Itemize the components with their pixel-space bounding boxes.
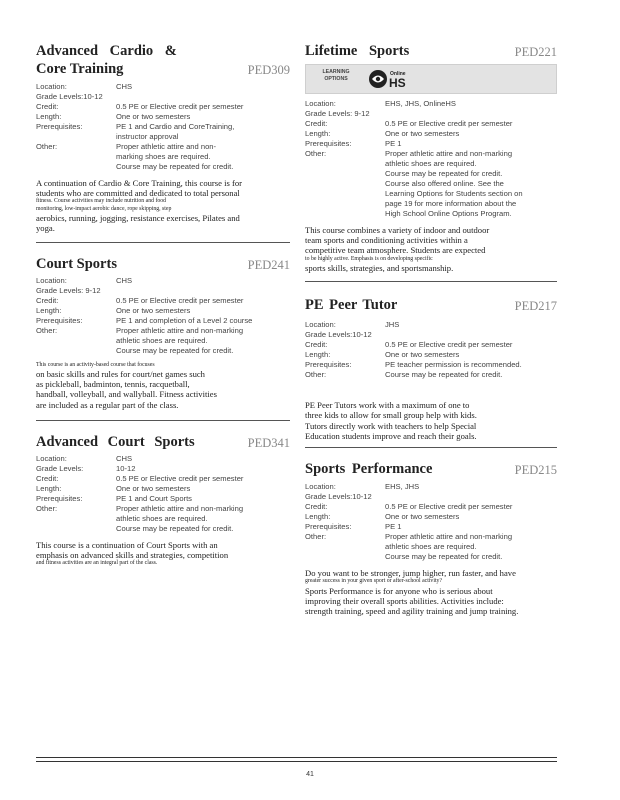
detail-value xyxy=(385,522,557,532)
right-column xyxy=(305,42,557,624)
detail-row xyxy=(36,122,290,142)
detail-value-line: Learning Options for Students section on xyxy=(385,189,523,198)
detail-value-line: Course may be repeated for credit. xyxy=(385,169,503,178)
detail-label: Prerequisites: xyxy=(36,493,83,503)
description-line: greater success in your given sport or after-school activity? xyxy=(305,578,443,585)
detail-label: Grade Levels: 9-12 xyxy=(305,109,370,118)
detail-label: Location: xyxy=(305,320,336,330)
detail-value-line: PE 1 xyxy=(385,139,402,148)
detail-row xyxy=(305,502,557,512)
detail-value xyxy=(116,142,290,172)
detail-value xyxy=(385,340,557,350)
detail-value xyxy=(116,494,290,504)
course-details xyxy=(305,99,557,219)
detail-value-line: PE 1 and Cardio and CoreTraining, xyxy=(116,122,235,131)
detail-value-line: PE 1 and Court Sports xyxy=(116,493,192,503)
course-section xyxy=(305,296,557,448)
detail-label: Credit: xyxy=(305,119,328,128)
detail-row xyxy=(36,296,290,306)
course-description xyxy=(305,225,557,273)
description-line: emphasis on advanced skills and strategies, competition xyxy=(36,550,229,561)
detail-value-line: athletic shoes are required. xyxy=(385,542,477,552)
detail-row xyxy=(305,119,557,129)
detail-row xyxy=(36,316,290,326)
detail-value xyxy=(385,492,557,502)
detail-label: Credit: xyxy=(36,102,59,111)
description-line: on basic skills and rules for court/net games such xyxy=(36,369,205,380)
detail-row xyxy=(36,102,290,112)
detail-value-line: CHS xyxy=(116,275,133,285)
learning-options-label xyxy=(320,69,352,83)
detail-value xyxy=(385,330,557,340)
course-description xyxy=(305,400,557,441)
detail-value-line: athletic shoes are required. xyxy=(116,513,208,523)
detail-label: Other: xyxy=(305,532,327,542)
detail-value xyxy=(385,360,557,370)
detail-row xyxy=(305,492,557,502)
detail-value-line: One or two semesters xyxy=(116,305,191,315)
description-line: to be highly active. Emphasis is on developing specific xyxy=(305,255,433,262)
course-description xyxy=(36,540,290,568)
course-details xyxy=(305,320,557,380)
detail-value-line: marking shoes are required. xyxy=(116,152,211,161)
course-title: Advanced Cardio & xyxy=(36,43,177,59)
detail-value-line: One or two semesters xyxy=(385,350,460,360)
detail-value xyxy=(116,276,290,286)
detail-value xyxy=(116,296,290,306)
detail-row xyxy=(305,330,557,340)
course-code: PED309 xyxy=(247,63,290,77)
course-code: PED215 xyxy=(514,463,557,478)
detail-label: Length: xyxy=(36,112,62,121)
detail-value-line: athletic shoes are required. xyxy=(116,335,208,345)
course-title-row xyxy=(305,296,557,314)
detail-row xyxy=(305,350,557,360)
detail-value-line: Course may be repeated for credit. xyxy=(116,345,234,355)
course-code: PED221 xyxy=(514,45,557,59)
detail-value-line: One or two semesters xyxy=(385,129,460,138)
description-line: This course is an activity-based course that focuses xyxy=(36,361,155,368)
footer-rule-top xyxy=(36,757,557,758)
course-title: Advanced Court Sports xyxy=(36,433,195,450)
description-line: three kids to allow for small group help with kids. xyxy=(305,410,477,421)
detail-label: Other: xyxy=(305,149,327,158)
detail-value-line: One or two semesters xyxy=(385,512,460,522)
detail-value xyxy=(385,320,557,330)
detail-row xyxy=(305,370,557,380)
detail-value-line: Proper athletic attire and non- xyxy=(116,142,217,151)
detail-value xyxy=(116,454,290,464)
detail-value xyxy=(385,149,557,219)
detail-value-line: 0.5 PE or Elective credit per semester xyxy=(385,340,513,350)
course-details xyxy=(36,454,290,534)
course-details xyxy=(305,482,557,562)
detail-label: Grade Levels:10-12 xyxy=(305,492,372,502)
detail-value-line: instructor approval xyxy=(116,132,179,141)
detail-label: Length: xyxy=(36,305,62,315)
learning-options-label-line: LEARNING xyxy=(322,69,350,75)
online-hs-logo xyxy=(368,68,414,95)
detail-label: Prerequisites: xyxy=(36,315,83,325)
course-title-row xyxy=(36,433,290,451)
detail-row xyxy=(305,360,557,370)
detail-value xyxy=(116,102,290,112)
description-line: are included as a regular part of the class. xyxy=(36,399,179,410)
detail-value xyxy=(385,512,557,522)
detail-value-line: PE teacher permission is recommended. xyxy=(385,360,522,370)
detail-label: Other: xyxy=(36,325,58,335)
detail-label: Credit: xyxy=(36,473,59,483)
detail-value xyxy=(116,82,290,92)
course-section xyxy=(36,42,290,243)
detail-row xyxy=(305,139,557,149)
detail-row xyxy=(305,482,557,492)
detail-value-line: PE 1 xyxy=(385,522,402,532)
detail-row xyxy=(36,306,290,316)
description-line: Tutors directly work with teachers to help Special xyxy=(305,420,477,431)
detail-value-line: Course also offered online. See the xyxy=(385,179,504,188)
detail-row xyxy=(36,484,290,494)
description-line: A continuation of Cardio & Core Training, this course is for xyxy=(36,178,242,188)
detail-value xyxy=(116,504,290,534)
detail-row xyxy=(305,340,557,350)
description-line: PE Peer Tutors work with a maximum of one to xyxy=(305,400,470,411)
detail-value-line: Proper athletic attire and non-marking xyxy=(385,149,513,158)
detail-row xyxy=(36,474,290,484)
description-line: fitness. Course activities may include nutrition and food xyxy=(36,198,167,205)
detail-value-line: 0.5 PE or Elective credit per semester xyxy=(116,473,244,483)
detail-row xyxy=(305,320,557,330)
detail-label: Prerequisites: xyxy=(305,139,352,148)
detail-value xyxy=(385,370,557,380)
detail-value-line: Course may be repeated for credit. xyxy=(116,523,234,533)
detail-value-line: athletic shoes are required. xyxy=(385,159,477,168)
course-description xyxy=(36,362,290,410)
description-line: students who are committed and dedicated to total personal xyxy=(36,188,240,199)
detail-label: Prerequisites: xyxy=(305,522,352,532)
detail-value-line: PE 1 and completion of a Level 2 course xyxy=(116,315,253,325)
detail-value-line: page 19 for more information about the xyxy=(385,199,517,208)
detail-value xyxy=(385,119,557,129)
course-section xyxy=(36,255,290,421)
detail-row xyxy=(36,92,290,102)
course-title-row xyxy=(305,42,557,60)
detail-row xyxy=(36,286,290,296)
course-code: PED241 xyxy=(247,257,290,272)
detail-row xyxy=(305,109,557,119)
detail-label: Location: xyxy=(36,275,67,285)
detail-value-line: EHS, JHS, OnlineHS xyxy=(385,99,456,108)
detail-value-line: Course may be repeated for credit. xyxy=(385,370,503,380)
course-description xyxy=(305,568,557,616)
detail-value xyxy=(116,122,290,142)
detail-value-line: CHS xyxy=(116,453,133,463)
detail-row xyxy=(36,454,290,464)
detail-value xyxy=(385,109,557,119)
detail-value-line: Course may be repeated for credit. xyxy=(116,162,234,171)
detail-label: Location: xyxy=(36,453,67,463)
course-title: Core Training xyxy=(36,61,124,77)
detail-row xyxy=(305,129,557,139)
detail-label: Length: xyxy=(305,512,331,522)
detail-label: Other: xyxy=(36,142,58,151)
detail-value-line: 0.5 PE or Elective credit per semester xyxy=(116,102,244,111)
detail-row xyxy=(36,112,290,122)
detail-value xyxy=(116,112,290,122)
detail-value xyxy=(385,502,557,512)
detail-value xyxy=(116,286,290,296)
detail-value xyxy=(385,139,557,149)
detail-value xyxy=(385,99,557,109)
detail-row xyxy=(305,532,557,562)
description-line: sports skills, strategies, and sportsmanship. xyxy=(305,263,454,274)
description-line: This course combines a variety of indoor and outdoor xyxy=(305,225,490,235)
detail-row xyxy=(305,522,557,532)
detail-value-line: Proper athletic attire and non-marking xyxy=(116,503,244,513)
detail-value xyxy=(385,482,557,492)
detail-value-line: Proper athletic attire and non-marking xyxy=(116,325,244,335)
detail-value-line: 0.5 PE or Elective credit per semester xyxy=(385,502,513,512)
description-line: Do you want to be stronger, jump higher, run faster, and have xyxy=(305,568,516,579)
detail-label: Grade Levels: 9-12 xyxy=(36,285,101,295)
course-title: Sports Performance xyxy=(305,461,433,478)
detail-label: Length: xyxy=(36,483,62,493)
detail-value-line: EHS, JHS xyxy=(385,482,420,492)
learning-options-banner xyxy=(305,64,557,94)
detail-label: Prerequisites: xyxy=(36,122,83,131)
description-line: as pickleball, badminton, tennis, racquetball, xyxy=(36,379,190,390)
course-code: PED217 xyxy=(514,299,557,314)
detail-value-line: One or two semesters xyxy=(116,483,191,493)
detail-row xyxy=(36,326,290,356)
detail-value xyxy=(385,350,557,360)
detail-row xyxy=(36,494,290,504)
course-title-row xyxy=(36,42,290,78)
course-details xyxy=(36,276,290,356)
detail-row xyxy=(36,142,290,172)
description-line: This course is a continuation of Court Sports with an xyxy=(36,539,218,550)
svg-text:HS: HS xyxy=(389,76,406,90)
detail-label: Location: xyxy=(305,482,336,492)
description-line: team sports and conditioning activities within a xyxy=(305,235,468,246)
detail-value xyxy=(116,464,290,474)
description-line: improving their overall sports abilities. Activities include: xyxy=(305,595,504,606)
description-line: strength training, speed and agility training and jump training. xyxy=(305,606,519,617)
description-line: Education students improve and reach their goals. xyxy=(305,430,477,441)
detail-row xyxy=(36,82,290,92)
detail-label: Length: xyxy=(305,129,331,138)
course-section xyxy=(36,433,290,568)
course-title-row xyxy=(305,460,557,478)
detail-value-line: Course may be repeated for credit. xyxy=(385,552,503,562)
detail-label: Grade Levels: xyxy=(36,463,84,473)
detail-value xyxy=(116,474,290,484)
detail-row xyxy=(36,464,290,474)
description-line: competitive team atmosphere. Students are expected xyxy=(305,245,486,256)
detail-label: Grade Levels:10-12 xyxy=(305,330,372,340)
detail-row xyxy=(305,99,557,109)
description-line: handball, volleyball, and wallyball. Fitness activities xyxy=(36,389,217,400)
detail-value xyxy=(385,129,557,139)
detail-value-line: One or two semesters xyxy=(116,112,191,121)
detail-label: Prerequisites: xyxy=(305,360,352,370)
detail-value xyxy=(116,92,290,102)
course-title: PE Peer Tutor xyxy=(305,297,398,314)
detail-label: Grade Levels:10-12 xyxy=(36,92,103,101)
detail-label: Other: xyxy=(36,503,58,513)
course-title-row xyxy=(36,255,290,273)
course-code: PED341 xyxy=(247,435,290,450)
description-line: yoga. xyxy=(36,223,55,234)
detail-value-line: CHS xyxy=(116,82,133,91)
detail-label: Credit: xyxy=(305,502,328,512)
detail-value xyxy=(116,316,290,326)
detail-value xyxy=(116,484,290,494)
footer-rule-bottom xyxy=(36,761,557,762)
learning-options-label-line: OPTIONS xyxy=(324,76,348,82)
detail-value xyxy=(385,532,557,562)
detail-value-line: JHS xyxy=(385,320,400,330)
course-description xyxy=(36,178,290,234)
course-title: Court Sports xyxy=(36,255,117,272)
detail-label: Credit: xyxy=(36,295,59,305)
detail-row xyxy=(36,276,290,286)
detail-value xyxy=(116,326,290,356)
detail-value-line: 0.5 PE or Elective credit per semester xyxy=(385,119,513,128)
detail-label: Length: xyxy=(305,350,331,360)
detail-value-line: 0.5 PE or Elective credit per semester xyxy=(116,295,244,305)
course-title: Lifetime Sports xyxy=(305,43,410,59)
detail-row xyxy=(36,504,290,534)
description-line: aerobics, running, jogging, resistance exercises, Pilates and xyxy=(36,213,240,224)
detail-row xyxy=(305,149,557,219)
detail-label: Other: xyxy=(305,370,327,380)
page-number: 41 xyxy=(306,771,314,778)
description-line: and fitness activities are an integral part of the class. xyxy=(36,560,158,567)
svg-text:Online: Online xyxy=(390,71,406,77)
detail-label: Location: xyxy=(36,82,67,91)
detail-row xyxy=(305,512,557,522)
detail-value xyxy=(116,306,290,316)
course-section xyxy=(305,42,557,282)
detail-value-line: Proper athletic attire and non-marking xyxy=(385,532,513,542)
course-details xyxy=(36,82,290,172)
left-column xyxy=(36,42,290,568)
description-line: monitoring, low-impact aerobic dance, rope skipping, step xyxy=(36,205,172,212)
detail-label: Location: xyxy=(305,99,336,108)
course-section xyxy=(305,460,557,624)
detail-value-line: 10-12 xyxy=(116,463,136,473)
detail-label: Credit: xyxy=(305,340,328,350)
detail-value-line: High School Online Options Program. xyxy=(385,209,512,218)
description-line: Sports Performance is for anyone who is serious about xyxy=(305,585,493,596)
